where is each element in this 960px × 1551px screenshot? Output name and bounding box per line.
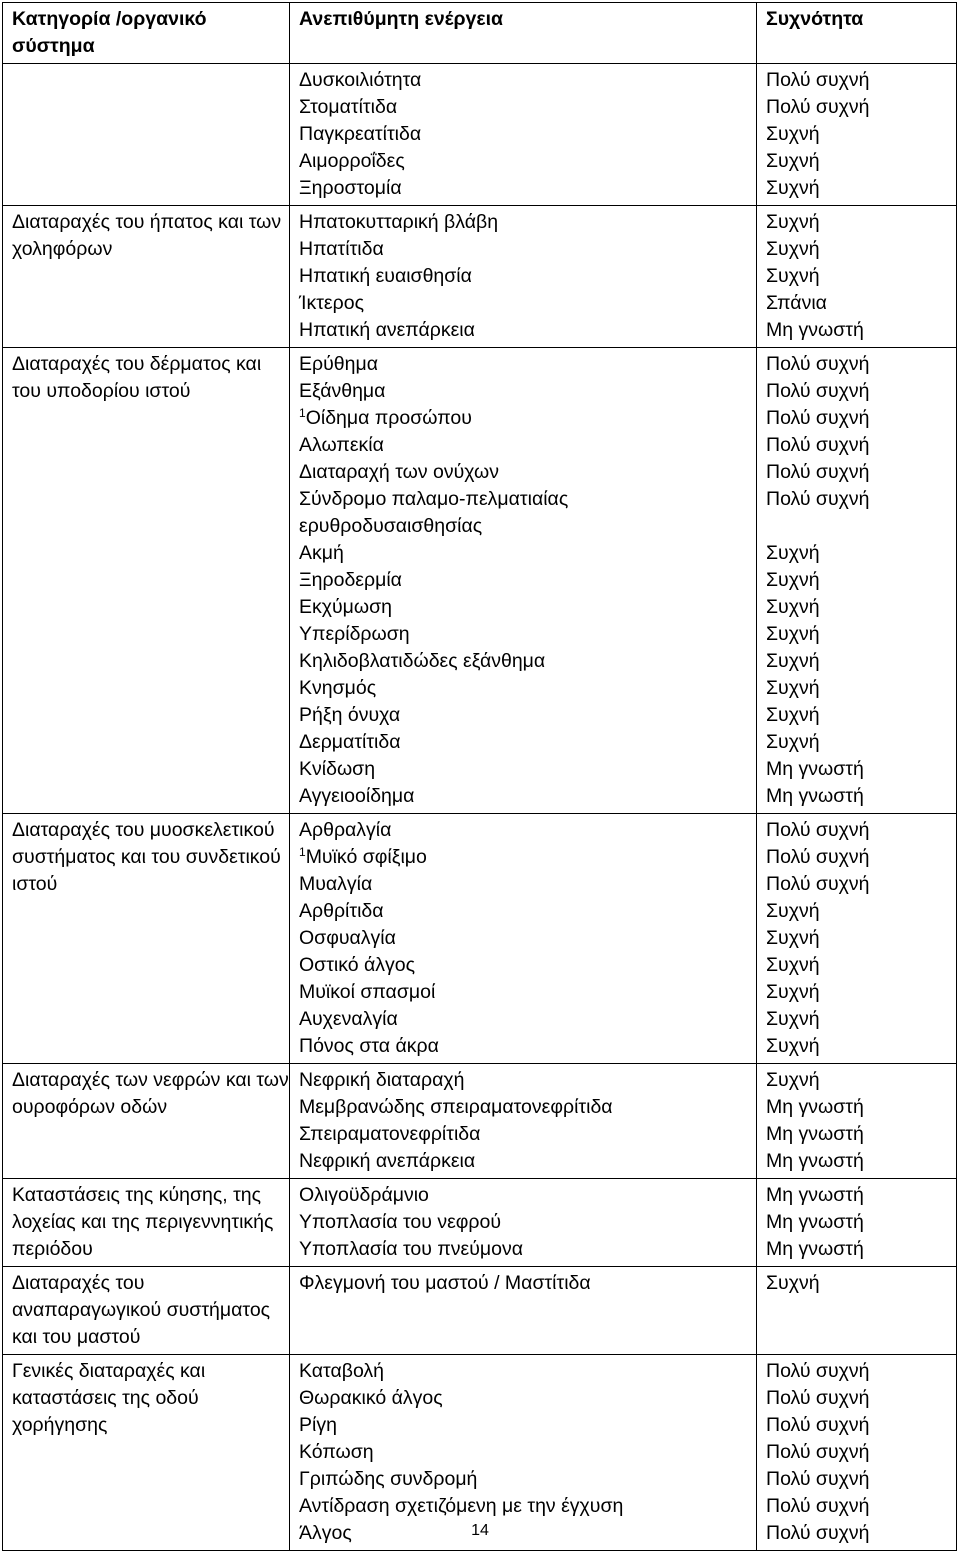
effect-cell xyxy=(290,64,757,206)
effect-label: Οστικό άλγος xyxy=(299,954,416,976)
frequency-label: Συχνή xyxy=(766,211,820,233)
frequency-cell xyxy=(757,1064,957,1179)
frequency-label: Πολύ συχνή xyxy=(766,380,870,402)
frequency-label: Μη γνωστή xyxy=(766,758,864,780)
effect-item xyxy=(299,67,756,94)
effect-label: Κηλιδοβλατιδώδες εξάνθημα xyxy=(299,650,546,672)
effect-label: Ηπατική ευαισθησία xyxy=(299,265,472,287)
effect-label: Ολιγοϋδράμνιο xyxy=(299,1184,429,1206)
category-label: Διαταραχές του μυοσκελετικού συστήματος και του συνδετικού ιστού xyxy=(12,819,281,895)
effect-item xyxy=(299,675,756,702)
frequency-label: Πολύ συχνή xyxy=(766,407,870,429)
page-number: 14 xyxy=(471,1522,489,1539)
frequency-cell xyxy=(757,348,957,814)
frequency-label: Πολύ συχνή xyxy=(766,96,870,118)
effect-label: Αντίδραση σχετιζόμενη με την έγχυση xyxy=(299,1495,624,1517)
frequency-label: Πολύ συχνή xyxy=(766,1387,870,1409)
effect-cell xyxy=(290,1179,757,1267)
effect-label: Κνίδωση xyxy=(299,758,376,780)
effect-label: Αυχεναλγία xyxy=(299,1008,398,1030)
category-cell xyxy=(3,1179,290,1267)
effect-label: Δυσκοιλιότητα xyxy=(299,69,422,91)
effect-label: Αλωπεκία xyxy=(299,434,384,456)
effect-item xyxy=(299,898,756,925)
table-row xyxy=(3,348,957,814)
effect-item xyxy=(299,317,756,344)
header-frequency: Συχνότητα xyxy=(757,3,957,64)
effect-item xyxy=(299,1358,756,1385)
category-cell xyxy=(3,1267,290,1355)
effect-item xyxy=(299,290,756,317)
effect-label: Δερματίτιδα xyxy=(299,731,401,753)
effect-cell xyxy=(290,814,757,1064)
effect-item xyxy=(299,148,756,175)
effect-item xyxy=(299,1493,756,1520)
effect-label: Ίκτερος xyxy=(299,292,364,314)
effect-label: Αγγειοοίδημα xyxy=(299,785,415,807)
effect-label: Ρήξη όνυχα xyxy=(299,704,401,726)
frequency-cell xyxy=(757,1267,957,1355)
effect-item xyxy=(299,729,756,756)
frequency-label: Συχνή xyxy=(766,569,820,591)
effect-item xyxy=(299,952,756,979)
frequency-label: Συχνή xyxy=(766,1008,820,1030)
effect-cell xyxy=(290,1267,757,1355)
effect-item xyxy=(299,263,756,290)
table-row xyxy=(3,1064,957,1179)
frequency-label: Πολύ συχνή xyxy=(766,1414,870,1436)
frequency-cell xyxy=(757,814,957,1064)
effect-label: Ρίγη xyxy=(299,1414,337,1436)
effect-item xyxy=(299,1209,756,1236)
category-label: Διαταραχές των νεφρών και των ουροφόρων οδών xyxy=(12,1069,289,1118)
category-cell xyxy=(3,348,290,814)
frequency-label: Σπάνια xyxy=(766,292,827,314)
frequency-label: Συχνή xyxy=(766,596,820,618)
effect-label: Υπερίδρωση xyxy=(299,623,410,645)
frequency-label: Συχνή xyxy=(766,677,820,699)
effect-item xyxy=(299,594,756,621)
frequency-label: Πολύ συχνή xyxy=(766,819,870,841)
category-cell xyxy=(3,206,290,348)
effect-item xyxy=(299,702,756,729)
effect-item xyxy=(299,1033,756,1060)
adverse-effects-table xyxy=(2,2,957,1551)
effect-item xyxy=(299,175,756,202)
effect-item xyxy=(299,783,756,810)
effect-item xyxy=(299,351,756,378)
effect-label: Ξηροστομία xyxy=(299,177,402,199)
frequency-label: Πολύ συχνή xyxy=(766,1495,870,1517)
frequency-cell xyxy=(757,206,957,348)
effect-label: Άλγος xyxy=(299,1522,352,1544)
frequency-label: Μη γνωστή xyxy=(766,1211,864,1233)
category-label: Διαταραχές του ήπατος και των χοληφόρων xyxy=(12,211,282,260)
frequency-label: Συχνή xyxy=(766,265,820,287)
effect-label: Κόπωση xyxy=(299,1441,374,1463)
effect-item xyxy=(299,1270,756,1297)
frequency-label: Συχνή xyxy=(766,150,820,172)
header-effect: Ανεπιθύμητη ενέργεια xyxy=(290,3,757,64)
effect-label: Υποπλασία του νεφρού xyxy=(299,1211,502,1233)
effect-label: Φλεγμονή του μαστού / Μαστίτιδα xyxy=(299,1272,591,1294)
effect-item xyxy=(299,756,756,783)
effect-label: Ηπατίτιδα xyxy=(299,238,384,260)
effect-item xyxy=(299,1385,756,1412)
effect-item xyxy=(299,1094,756,1121)
category-cell xyxy=(3,814,290,1064)
footnote-marker: 1 xyxy=(299,845,306,859)
frequency-label: Συχνή xyxy=(766,731,820,753)
frequency-label: Μη γνωστή xyxy=(766,785,864,807)
frequency-label: Συχνή xyxy=(766,177,820,199)
frequency-label: Μη γνωστή xyxy=(766,1123,864,1145)
effect-item xyxy=(299,94,756,121)
frequency-label: Μη γνωστή xyxy=(766,319,864,341)
category-label: Διαταραχές του δέρματος και του υποδορίου ιστού xyxy=(12,353,262,402)
frequency-label: Πολύ συχνή xyxy=(766,1441,870,1463)
effect-item xyxy=(299,1439,756,1466)
effect-label: Κνησμός xyxy=(299,677,377,699)
effect-label: Ηπατοκυτταρική βλάβη xyxy=(299,211,499,233)
effect-item xyxy=(299,209,756,236)
effect-label: Νεφρική διαταραχή xyxy=(299,1069,465,1091)
frequency-label: Συχνή xyxy=(766,650,820,672)
frequency-cell xyxy=(757,64,957,206)
effect-label: Αρθρίτιδα xyxy=(299,900,384,922)
effect-label: Μυαλγία xyxy=(299,873,373,895)
category-cell xyxy=(3,64,290,206)
effect-item xyxy=(299,1412,756,1439)
effect-label: Καταβολή xyxy=(299,1360,385,1382)
effect-item xyxy=(299,979,756,1006)
effect-label: Οίδημα προσώπου xyxy=(305,407,472,429)
frequency-label: Πολύ συχνή xyxy=(766,488,870,510)
effect-item xyxy=(299,1067,756,1094)
frequency-label: Συχνή xyxy=(766,123,820,145)
effect-label: Παγκρεατίτιδα xyxy=(299,123,422,145)
effect-label: Ερύθημα xyxy=(299,353,378,375)
frequency-label: Μη γνωστή xyxy=(766,1238,864,1260)
effect-label: Ηπατική ανεπάρκεια xyxy=(299,319,475,341)
effect-cell xyxy=(290,206,757,348)
frequency-label: Συχνή xyxy=(766,1035,820,1057)
effect-item xyxy=(299,486,756,540)
effect-label: Υποπλασία του πνεύμονα xyxy=(299,1238,524,1260)
frequency-label: Συχνή xyxy=(766,238,820,260)
category-cell xyxy=(3,1064,290,1179)
effect-label: Σπειραματονεφρίτιδα xyxy=(299,1123,481,1145)
effect-label: Γριπώδης συνδρομή xyxy=(299,1468,478,1490)
frequency-label: Συχνή xyxy=(766,623,820,645)
effect-item xyxy=(299,236,756,263)
effect-label: Θωρακικό άλγος xyxy=(299,1387,443,1409)
frequency-label: Μη γνωστή xyxy=(766,1150,864,1172)
effect-item xyxy=(299,1466,756,1493)
frequency-label: Μη γνωστή xyxy=(766,1184,864,1206)
table-body xyxy=(3,64,957,1551)
effect-label: Εξάνθημα xyxy=(299,380,386,402)
frequency-label: Συχνή xyxy=(766,542,820,564)
effect-label: Μεμβρανώδης σπειραματονεφρίτιδα xyxy=(299,1096,613,1118)
effect-cell xyxy=(290,1064,757,1179)
effect-label: Μυϊκό σφίξιμο xyxy=(305,846,427,868)
effect-item xyxy=(299,817,756,844)
frequency-label: Συχνή xyxy=(766,900,820,922)
effect-item xyxy=(299,459,756,486)
frequency-label: Πολύ συχνή xyxy=(766,434,870,456)
header-row xyxy=(3,3,957,64)
frequency-label: Μη γνωστή xyxy=(766,1096,864,1118)
effect-label: Οσφυαλγία xyxy=(299,927,396,949)
effect-item xyxy=(299,567,756,594)
frequency-label: Πολύ συχνή xyxy=(766,1360,870,1382)
frequency-label: Συχνή xyxy=(766,927,820,949)
effect-item xyxy=(299,540,756,567)
effect-label: Νεφρική ανεπάρκεια xyxy=(299,1150,476,1172)
table-row xyxy=(3,1179,957,1267)
category-label: Καταστάσεις της κύησης, της λοχείας και της περιγεννητικής περιόδου xyxy=(12,1184,274,1260)
effect-item xyxy=(299,648,756,675)
effect-item xyxy=(299,871,756,898)
effect-item xyxy=(299,1236,756,1263)
category-label: Γενικές διαταραχές και καταστάσεις της οδού χορήγησης xyxy=(12,1360,206,1436)
effect-item xyxy=(299,1182,756,1209)
frequency-label: Πολύ συχνή xyxy=(766,846,870,868)
header-category: Κατηγορία /οργανικό σύστημα xyxy=(3,3,290,64)
effect-label: Αρθραλγία xyxy=(299,819,392,841)
effect-label: Στοματίτιδα xyxy=(299,96,398,118)
frequency-label: Συχνή xyxy=(766,1069,820,1091)
frequency-label: Πολύ συχνή xyxy=(766,461,870,483)
effect-item xyxy=(299,1006,756,1033)
effect-label: Σύνδρομο παλαμο-πελματιαίας ερυθροδυσαισθησίας xyxy=(299,488,569,537)
effect-item xyxy=(299,432,756,459)
table-row xyxy=(3,206,957,348)
category-label: Διαταραχές του αναπαραγωγικού συστήματος και του μαστού xyxy=(12,1272,271,1348)
frequency-label: Πολύ συχνή xyxy=(766,1522,870,1544)
frequency-label: Πολύ συχνή xyxy=(766,1468,870,1490)
effect-label: Μυϊκοί σπασμοί xyxy=(299,981,436,1003)
frequency-label: Πολύ συχνή xyxy=(766,69,870,91)
effect-item xyxy=(299,121,756,148)
table-row xyxy=(3,64,957,206)
frequency-label: Πολύ συχνή xyxy=(766,873,870,895)
frequency-label: Συχνή xyxy=(766,704,820,726)
effect-item xyxy=(299,1148,756,1175)
effect-item xyxy=(299,378,756,405)
effect-cell xyxy=(290,348,757,814)
table-row xyxy=(3,814,957,1064)
effect-label: Εκχύμωση xyxy=(299,596,392,618)
effect-label: Ακμή xyxy=(299,542,344,564)
effect-item xyxy=(299,1121,756,1148)
table-row xyxy=(3,1267,957,1355)
effect-item xyxy=(299,844,756,871)
effect-label: Αιμορροΐδες xyxy=(299,150,405,172)
effect-label: Διαταραχή των ονύχων xyxy=(299,461,499,483)
effect-item xyxy=(299,621,756,648)
effect-item xyxy=(299,925,756,952)
frequency-label: Συχνή xyxy=(766,1272,820,1294)
frequency-cell xyxy=(757,1179,957,1267)
effect-label: Πόνος στα άκρα xyxy=(299,1035,439,1057)
effect-label: Ξηροδερμία xyxy=(299,569,402,591)
frequency-label: Συχνή xyxy=(766,981,820,1003)
footnote-marker: 1 xyxy=(299,406,306,420)
frequency-label: Πολύ συχνή xyxy=(766,353,870,375)
frequency-label: Συχνή xyxy=(766,954,820,976)
effect-item xyxy=(299,405,756,432)
